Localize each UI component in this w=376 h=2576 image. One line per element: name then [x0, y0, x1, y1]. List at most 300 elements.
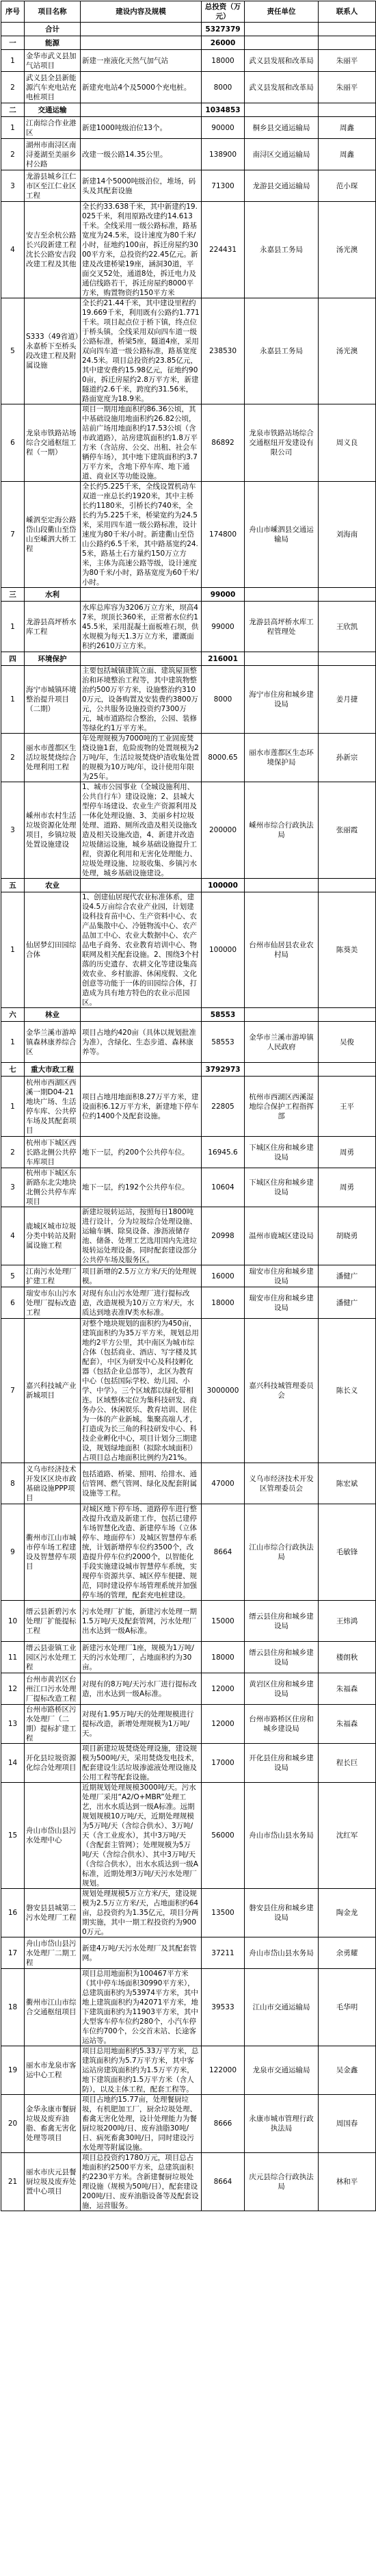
- project-org: 金华市兰溪市游埠镇人民政府: [245, 1022, 319, 1063]
- section-investment: 3792973: [202, 1063, 245, 1077]
- project-investment: 18000: [202, 1642, 245, 1673]
- project-row: [1, 666, 376, 734]
- project-no: 1: [1, 1022, 25, 1063]
- project-row: [1, 482, 376, 588]
- project-name: 义乌市经济技术开发区区块市政基础设施PPP项目: [25, 1463, 81, 1504]
- project-name: 舟山市岱山县污水处理厂二期工程: [25, 1937, 81, 1969]
- project-content: 项目新增的2.5万立方米/天的处理规模。: [81, 1265, 202, 1287]
- project-contact: 张丽霞: [319, 782, 376, 879]
- project-no: 10: [1, 1601, 25, 1642]
- project-org: 永嘉县工务局: [245, 298, 319, 404]
- project-name: 金华市武义县加气站项目: [25, 50, 81, 72]
- project-name: 江南污水处理厂扩建工程: [25, 1265, 81, 1287]
- project-investment: 56000: [202, 1783, 245, 1889]
- project-contact: 程长巨: [319, 1744, 376, 1783]
- project-investment: 174800: [202, 482, 245, 588]
- project-no: 20: [1, 2095, 25, 2153]
- project-contact: 朱丽平: [319, 72, 376, 103]
- project-row: [1, 1265, 376, 1287]
- project-contact: 周勇: [319, 1168, 376, 1207]
- project-contact: 吴金鑫: [319, 2046, 376, 2095]
- project-org: 丽水市莲都区生态环境保护局: [245, 734, 319, 782]
- project-row: [1, 1937, 376, 1969]
- section-org: [245, 588, 319, 602]
- project-name: 丽水市庆元县餐厨垃圾及废弃处置中心项目: [25, 2153, 81, 2211]
- project-org: 下城区住房和城乡建设局: [245, 1137, 319, 1168]
- project-no: 2: [1, 1137, 25, 1168]
- header-no: 序号: [1, 1, 25, 23]
- project-content: 年处理规模为7000吨的工业固废焚烧设施1套，危险废物的处置规模为2万吨/年，生活垃圾焚烧炉渣收集处置的规模为10万吨/年，设计使用年限为25年。: [81, 734, 202, 782]
- project-contact: 陈葵美: [319, 892, 376, 1008]
- project-no: 1: [1, 117, 25, 139]
- project-content: 项目总用地面积为100467平方米（其中停车场面积30990平方米），总建筑面积约为53974平方米，其中地上建筑面积约为42071平方米，地下建筑面积约为11903平方米，其中大型客车停车位约280个，小汽车停车位约700个，公交首末站、长途客运站等。: [81, 1969, 202, 2046]
- project-name: 杭州市下城区东新路东北尖地块北侧公共停车库项目: [25, 1168, 81, 1207]
- project-no: 18: [1, 1969, 25, 2046]
- project-row: [1, 602, 376, 652]
- project-no: 6: [1, 1287, 25, 1319]
- project-name: 武义县全县新能源汽车充电站充电桩项目: [25, 72, 81, 103]
- project-no: 2: [1, 139, 25, 170]
- project-no: 1: [1, 666, 25, 734]
- project-row: [1, 298, 376, 404]
- project-name: 嵊州市农村生活垃圾资源化处理项目，乡镇垃圾处置设施建设: [25, 782, 81, 879]
- project-row: [1, 2095, 376, 2153]
- project-name: 台州市黄岩区台州江口污水处理厂提标改造工程: [25, 1673, 81, 1705]
- project-no: 12: [1, 1673, 25, 1705]
- project-investment: 18000: [202, 50, 245, 72]
- project-no: 7: [1, 1319, 25, 1463]
- project-content: 改建一级公路14.35公里。: [81, 139, 202, 170]
- project-org: 台州市仙居县农业农村局: [245, 892, 319, 1008]
- project-contact: 吴俊: [319, 1022, 376, 1063]
- section-no: 七: [1, 1063, 25, 1077]
- project-name: 瑞安市东山污水处理厂提标改造工程: [25, 1287, 81, 1319]
- project-content: 项目新建垃圾焚烧处理设施，建设规模为500吨/天，采用焚烧发电技术，配套建设生活垃圾渗滤液处理设施及公用工程等配套设施。: [81, 1744, 202, 1783]
- project-name: 杭州市西湖区西溪一期D04-21地块广场、生活停车库、公共停车场及其配套项目: [25, 1077, 81, 1137]
- section-contact: [319, 588, 376, 602]
- project-investment: 8000: [202, 72, 245, 103]
- project-org: 龙游县高坪桥水库工程管理处: [245, 602, 319, 652]
- section-row: [1, 652, 376, 666]
- project-no: 1: [1, 1077, 25, 1137]
- section-contact: [319, 652, 376, 666]
- project-row: [1, 404, 376, 482]
- section-no: 五: [1, 879, 25, 892]
- project-investment: 8000: [202, 666, 245, 734]
- project-investment: 138900: [202, 139, 245, 170]
- project-investment: 99000: [202, 602, 245, 652]
- section-row: [1, 1063, 376, 1077]
- project-content: 对整个地块规划的面积约为450亩，建筑面积约为35万平方米，规划总用地约2平方公里，其中南区为城市综合体（包括商业、酒店、写字楼及其配套），中区为研发中心及科技孵化器（包括企业总部等），北区为教育中心（包括国际学校、幼儿园、小学、中学）。三个区域都以绿化带相连。区域整体定位为集科技研发、商务办公、休闲娱乐、教育培训、居住为一体的产业新城。集聚高端人才，打造成为长三角的科技研发中心、科技企业孵化中心，项目计划分三期建设，规划绿地面积（拟除水域面积）占项目总占地面积比例约为21%。: [81, 1319, 202, 1463]
- section-org: [245, 103, 319, 117]
- project-name: 仙居梦幻田园综合体: [25, 892, 81, 1008]
- project-org: 缙云县住房和城乡建设局: [245, 1601, 319, 1642]
- project-contact: 王炜鸿: [319, 1601, 376, 1642]
- project-contact: 周义良: [319, 404, 376, 482]
- header-row: [1, 1, 376, 23]
- section-org: [245, 879, 319, 892]
- project-org: 江山市综合行政执法局: [245, 1504, 319, 1601]
- section-contact: [319, 1008, 376, 1022]
- project-investment: 86892: [202, 404, 245, 482]
- header-content: 建设内容及规模: [81, 1, 202, 23]
- project-name: 杭州市下城区西长路北侧公共停车库项目: [25, 1137, 81, 1168]
- project-row: [1, 1783, 376, 1889]
- section-contact: [319, 103, 376, 117]
- project-row: [1, 1137, 376, 1168]
- project-org: 台州市路桥区住房和城乡建设局: [245, 1705, 319, 1744]
- project-name: 金华永康市餐厨垃圾及废弃油脂、畜禽无害化处理等项目: [25, 2095, 81, 2153]
- project-investment: 71300: [202, 170, 245, 202]
- project-content: 主要包括城镇建筑立面、建筑屋顶整治和环境整治工程等，其中建筑物整治约500万平方米，设施整治约3100万元，设备购置及安装费约3800万元，公共服务设施投资约7300万元，城市道路综合整治，公园、装修等绿化约1万平方米。: [81, 666, 202, 734]
- project-investment: 13500: [202, 1889, 245, 1937]
- section-row: [1, 1008, 376, 1022]
- project-no: 2: [1, 734, 25, 782]
- project-org: 瑞安市住房和城乡建设局: [245, 1265, 319, 1287]
- project-investment: 39533: [202, 1969, 245, 2046]
- project-org: 舟山市岱山县水务局: [245, 1783, 319, 1889]
- project-row: [1, 1287, 376, 1319]
- project-row: [1, 2046, 376, 2095]
- project-org: 磐安县住房和城乡建设局: [245, 1889, 319, 1937]
- project-row: [1, 1463, 376, 1504]
- project-name: 台州市路桥区污水处理厂（二期）提标扩建工程: [25, 1705, 81, 1744]
- section-content: [81, 652, 202, 666]
- project-contact: 陈宏斌: [319, 1463, 376, 1504]
- project-investment: 58553: [202, 1022, 245, 1063]
- project-org: 义乌市经济技术开发区管理委员会: [245, 1463, 319, 1504]
- section-investment: 58553: [202, 1008, 245, 1022]
- project-contact: 王平: [319, 1077, 376, 1137]
- project-row: [1, 2153, 376, 2211]
- project-content: 全长约5.225千米，全线设置机动车双道一座总长约1920米，其中主桥长约1180米，引桥长约740米，全长约为5.225千米，桥梁宽约为24.5米，采用四车道一级公路标准，设计速度为80千米/小时。新建衢山至岱山公路约6.5千米，其中路基宽约24.5米，路基土石方量约150万立方米，主体为高速公路等级，设计速度为80千米/小时，路基宽度为60千米/小时。: [81, 482, 202, 588]
- section-contact: [319, 36, 376, 50]
- project-investment: 8664: [202, 1504, 245, 1601]
- project-content: 新建4万吨/天污水处理厂及其配套管网。: [81, 1937, 202, 1969]
- project-row: [1, 170, 376, 202]
- project-investment: 238530: [202, 298, 245, 404]
- project-investment: 224431: [202, 202, 245, 298]
- project-name: 嘉兴科技城产业新城项目: [25, 1319, 81, 1463]
- project-investment: 12000: [202, 1673, 245, 1705]
- project-contact: 朱福森: [319, 1705, 376, 1744]
- project-no: 9: [1, 1504, 25, 1601]
- project-org: 武义县发展和改革局: [245, 50, 319, 72]
- project-no: 15: [1, 1783, 25, 1889]
- project-content: 1、城市公园事业（全城设施利用、公共自行车）建设设施；2、县城大型停车场建设、农业生产资源利用及一体化处理设施、3、美丽乡村垃圾处理、道路、厕所改造及相关设施改造及相关设施改造，4、新建并改造垃圾储运设施，城乡基础设施提升工程，资源化利用和无害化处理能力、垃圾处理设施、垃圾收集、乡镇污水处理，城乡基础设施建设。: [81, 782, 202, 879]
- project-row: [1, 1319, 376, 1463]
- section-name: 能源: [25, 36, 81, 50]
- project-name: 海宁市城镇环境整治提升项目（二期）: [25, 666, 81, 734]
- project-contact: 陶金龙: [319, 1889, 376, 1937]
- project-no: 8: [1, 1463, 25, 1504]
- section-no: 四: [1, 652, 25, 666]
- project-content: 对现有的8万吨/天污水厂进行提标改造，出水达到一级A标准。: [81, 1673, 202, 1705]
- project-row: [1, 1744, 376, 1783]
- project-name: S333（49省道）永嘉桥下至桥头段改建工程及附属设施: [25, 298, 81, 404]
- project-no: 16: [1, 1889, 25, 1937]
- total-org: [245, 23, 319, 36]
- project-investment: 18000: [202, 1287, 245, 1319]
- project-name: 安吉至余杭公路长兴段新建工程沈长公路安吉段改建工程及其他: [25, 202, 81, 298]
- project-no: 3: [1, 1168, 25, 1207]
- section-no: 六: [1, 1008, 25, 1022]
- project-content: 对现有东山污水处理厂进行提标改造，改造规模为10万立方米/天，水质达到地表准IV类水标准。: [81, 1287, 202, 1319]
- header-investment: 总投资（万元）: [202, 1, 245, 23]
- project-contact: 汤光澳: [319, 202, 376, 298]
- section-content: [81, 1008, 202, 1022]
- project-row: [1, 1642, 376, 1673]
- project-name: 龙游县高坪桥水库工程: [25, 602, 81, 652]
- project-name: 衢州市江山市综合交通枢纽项目: [25, 1969, 81, 2046]
- project-org: 永康市城市管理行政执法局: [245, 2095, 319, 2153]
- project-row: [1, 1673, 376, 1705]
- project-contact: 孙新宗: [319, 734, 376, 782]
- section-name: 林业: [25, 1008, 81, 1022]
- project-contact: 沈红军: [319, 1783, 376, 1889]
- project-investment: 15000: [202, 1601, 245, 1642]
- project-row: [1, 1705, 376, 1744]
- project-row: [1, 202, 376, 298]
- section-row: [1, 36, 376, 50]
- project-content: 新建垃圾转运站，按照每日1800吨进行设计，分为垃圾综合处理设施、运输车辆、除臭设备、渗沥液储存池、储备、处理工艺选用国内先进垃圾转运处理设备。同时配套建设部分公共停车场及服务区。: [81, 1207, 202, 1265]
- project-contact: 潘健广: [319, 1265, 376, 1287]
- section-content: [81, 36, 202, 50]
- project-contact: 周鑫: [319, 117, 376, 139]
- project-name: 丽水市龙泉市客运中心工程: [25, 2046, 81, 2095]
- project-row: [1, 892, 376, 1008]
- project-contact: 潘健广: [319, 1287, 376, 1319]
- section-name: 环境保护: [25, 652, 81, 666]
- project-org: 杭州市西湖区西溪湿地综合保护工程指挥部: [245, 1077, 319, 1137]
- project-no: 17: [1, 1937, 25, 1969]
- project-content: 污水处理厂扩能，新建污水处理一期1.5万吨/天及配套管网，污水处理厂出水达到一级A标准。: [81, 1601, 202, 1642]
- project-org: 龙泉市交通运输局: [245, 2046, 319, 2095]
- project-name: 金华兰溪市游埠镇森林康养综合区: [25, 1022, 81, 1063]
- project-name: 衢州市江山市城市停车场工程建设及智慧停车项目: [25, 1504, 81, 1601]
- project-contact: 朱丽平: [319, 50, 376, 72]
- project-investment: 200000: [202, 782, 245, 879]
- section-content: [81, 1063, 202, 1077]
- project-contact: 周勇: [319, 1137, 376, 1168]
- project-content: 项目占地约15.77亩，处理餐厨垃圾，有机肥加工厂，厨余垃圾处理、畜禽无害化处理，设计处理能力为餐厨垃圾200吨/日、废弃油脂30吨/日、病死畜禽30吨/日，同时建设污水处理等附属设施。: [81, 2095, 202, 2153]
- project-content: 规划处理规模5万立方米/天，建设规模为2.5万立方米/天，占地面积约64亩，总投资约为1.35亿元，项目分两期实施，其中一期工程投资约为9000万元。: [81, 1889, 202, 1937]
- table-body: [1, 23, 376, 2211]
- project-name: 鹿城区城市垃圾分类中转站及附属设施工程: [25, 1207, 81, 1265]
- project-org: 江山市交通运输局: [245, 1969, 319, 2046]
- project-content: 新建一座液化天然气加气站: [81, 50, 202, 72]
- section-name: 交通运输: [25, 103, 81, 117]
- project-investment: 17000: [202, 1744, 245, 1783]
- header-name: 项目名称: [25, 1, 81, 23]
- project-investment: 10604: [202, 1168, 245, 1207]
- project-org: 瑞安市住房和城乡建设局: [245, 1287, 319, 1319]
- project-row: [1, 1077, 376, 1137]
- project-investment: 3000000: [202, 1319, 245, 1463]
- project-contact: 林和平: [319, 2153, 376, 2211]
- project-row: [1, 1889, 376, 1937]
- project-row: [1, 1601, 376, 1642]
- project-row: [1, 782, 376, 879]
- project-no: 21: [1, 2153, 25, 2211]
- project-contact: 汤光澳: [319, 298, 376, 404]
- section-investment: 1034853: [202, 103, 245, 117]
- project-content: 项目总用地面积约5.33万平方米，总建筑面积约为5.7万平方米，其中客运站房建筑面积约为1.5万平方米，地下建筑面积约1.5万平方米（含人防），以及主体工程，配套工程等。: [81, 2046, 202, 2095]
- project-row: [1, 1969, 376, 2046]
- project-name: 丽水市莲都区生活垃圾焚烧综合处理利用工程: [25, 734, 81, 782]
- section-no: 一: [1, 36, 25, 50]
- project-row: [1, 72, 376, 103]
- project-org: 黄岩区住房和城乡建设局: [245, 1673, 319, 1705]
- project-name: 龙游县城乡江仁市区至江仁业区工程: [25, 170, 81, 202]
- project-org: 下城区住房和城乡建设局: [245, 1168, 319, 1207]
- section-row: [1, 103, 376, 117]
- project-content: 新建充电站4个及5000个充电桩。: [81, 72, 202, 103]
- project-investment: 122000: [202, 2046, 245, 2095]
- project-org: 南浔区交通运输局: [245, 139, 319, 170]
- section-contact: [319, 879, 376, 892]
- project-org: 嵊州市综合行政执法局: [245, 782, 319, 879]
- section-no: 三: [1, 588, 25, 602]
- project-no: 7: [1, 482, 25, 588]
- total-no: [1, 23, 25, 36]
- project-org: 温州市鹿城区建设局: [245, 1207, 319, 1265]
- project-no: 3: [1, 782, 25, 879]
- project-org: 庆元县综合行政执法局: [245, 2153, 319, 2211]
- project-contact: 朱福森: [319, 1673, 376, 1705]
- project-investment: 100000: [202, 892, 245, 1008]
- project-content: 新建污水处理厂1座，规模为1万吨/天的污水处理厂，占地面积约为30亩。: [81, 1642, 202, 1673]
- project-content: 近期规划处理规模3000吨/天。污水处理厂采用“A2/O+MBR”处理工艺，出水水质达到一级A标准。远期规划规模10万吨/天，近期处理规模为5万吨/天（含综合供水）、3万吨/天（含工业废水），其中3万吨/天（含配套主管网）；处理规模为5万吨/天（含综合供水）、其中3万吨/天（含综合供水），出水水质达到一级A标准，近期处理3万吨/天污水处理厂规划。: [81, 1783, 202, 1889]
- section-content: [81, 588, 202, 602]
- project-name: 龙泉市铁路站场综合交通枢纽工程（一期）: [25, 404, 81, 482]
- project-contact: 胡晓勇: [319, 1207, 376, 1265]
- project-row: [1, 734, 376, 782]
- project-no: 4: [1, 1207, 25, 1265]
- section-content: [81, 103, 202, 117]
- total-row: [1, 23, 376, 36]
- project-no: 4: [1, 202, 25, 298]
- project-row: [1, 1022, 376, 1063]
- project-contact: 刘海南: [319, 482, 376, 588]
- project-org: 永嘉县工务局: [245, 202, 319, 298]
- section-name: 重大市政工程: [25, 1063, 81, 1077]
- project-content: 新建14个5000吨级泊位，堆场，码头及其配套设施: [81, 170, 202, 202]
- section-investment: 99000: [202, 588, 245, 602]
- project-no: 11: [1, 1642, 25, 1673]
- project-org: 开化县住房和城乡建设局: [245, 1744, 319, 1783]
- project-contact: 陈长义: [319, 1319, 376, 1463]
- project-org: 舟山市岱山县水务局: [245, 1937, 319, 1969]
- project-content: 地下一层，约192个公共停车位。: [81, 1168, 202, 1207]
- header-contact: 联系人: [319, 1, 376, 23]
- project-org: 龙泉市铁路站场综合交通枢纽开发建设有限公司: [245, 404, 319, 482]
- project-org: 嘉兴科技城管理委员会: [245, 1319, 319, 1463]
- project-name: 缙云县壶镇工业园区污水处理工程: [25, 1642, 81, 1673]
- project-contact: 毛华明: [319, 1969, 376, 2046]
- project-org: 武义县发展和改革局: [245, 72, 319, 103]
- project-investment: 8000.65: [202, 734, 245, 782]
- project-row: [1, 139, 376, 170]
- project-content: 包括道路、桥梁、照明、给排水、通信管网、燃气管网、绿化及配套附属设施等工程。: [81, 1463, 202, 1504]
- project-no: 1: [1, 602, 25, 652]
- project-name: 江南综合作业港区: [25, 117, 81, 139]
- project-investment: 16945.6: [202, 1137, 245, 1168]
- section-name: 农业: [25, 879, 81, 892]
- project-content: 全长约21.44千米，其中建设里程约19.669千米，利用既有公路约1.771千米。项目起点位于桥下镇，终点位于桥头镇，全线采用双向四车道一级公路标准，桥梁5座，隧道4座，采用双向四车道一级公路标准，路基宽度24.5米。项目总投资约23.85亿元，其中建安费约15.98亿元，征地约900亩，拆迁房屋约2.8万平方米，新建隧道约2.6千米，跨度约31.56米，路面宽度为18.9米。: [81, 298, 202, 404]
- project-content: 水库总库容为3206万立方米，坝高47米，坝顶长360米，正常蓄水位约145.5米，采用混凝土面板堆石坝，供水规模为每天1.3万立方米，灌溉面积约2610万立方米。: [81, 602, 202, 652]
- project-row: [1, 1168, 376, 1207]
- project-no: 2: [1, 72, 25, 103]
- project-org: 海宁市住房和城乡建设局: [245, 666, 319, 734]
- section-org: [245, 1063, 319, 1077]
- project-contact: 毛敏锋: [319, 1504, 376, 1601]
- project-contact: 周国春: [319, 2095, 376, 2153]
- section-investment: 216001: [202, 652, 245, 666]
- section-org: [245, 652, 319, 666]
- project-contact: 姜月捷: [319, 666, 376, 734]
- project-no: 19: [1, 2046, 25, 2095]
- section-org: [245, 1008, 319, 1022]
- project-name: 缙云县新碧污水处理厂扩能提标工程: [25, 1601, 81, 1642]
- section-investment: 26000: [202, 36, 245, 50]
- project-investment: 22805: [202, 1077, 245, 1137]
- section-row: [1, 879, 376, 892]
- project-content: 项目总投资约1780万元，项目总占地面积约2500平方米，总建筑面积约2230平方米。含新建餐厨垃圾处理设施（规模为50吨/日），配套建设200吨/日、废弃油脂设备等及配套设施，运营服务。: [81, 2153, 202, 2211]
- project-name: 开化县垃圾资源化综合处理项目: [25, 1744, 81, 1783]
- project-investment: 20998: [202, 1207, 245, 1265]
- project-investment: 12000: [202, 1705, 245, 1744]
- total-contact: [319, 23, 376, 36]
- project-investment: 37211: [202, 1937, 245, 1969]
- project-content: 项目一期用地面积约86.36公顷，其中基础设施用地面积约26.82公顷，站前广场用地面积约17.53公顷（含市政道路），站房建筑面积约1.8万平方米（含站房、公交、出租、社会车辆停车场），其中地下建筑面积约3.7万平方米，含地下停车库、地下通道、商业区等功能设施。: [81, 404, 202, 482]
- total-content: [81, 23, 202, 36]
- project-investment: 8666: [202, 2095, 245, 2153]
- project-content: 对现有1.95万吨/天的处理规模进行提标改造，新增处理规模为1万吨/天。: [81, 1705, 202, 1744]
- project-content: 对城区地下停车场、道路停车进行整改提升改造及新建工作，包括已建停车场智慧化改造、新建停车场（立体停车、地面停车）及城区智慧停车系统，计划新增停车位约3500个，改造提升停车位约2000个，以智能化手段实施建设城市智慧停车系统，实现停车资源共享、城区停车便捷、规范，同时建设停车场管理系统并加强停车场的管理，配套充电桩建设。: [81, 1504, 202, 1601]
- project-contact: 范小琛: [319, 170, 376, 202]
- project-table: [1, 1, 376, 2211]
- project-investment: 47000: [202, 1463, 245, 1504]
- project-contact: 楼朗秋: [319, 1642, 376, 1673]
- section-row: [1, 588, 376, 602]
- project-row: [1, 50, 376, 72]
- section-content: [81, 879, 202, 892]
- project-contact: 余勇耀: [319, 1937, 376, 1969]
- project-name: 磐安县县城第二污水处理厂工程: [25, 1889, 81, 1937]
- project-content: 项目占地用地面积8.27万平方米，建设面积6.12万平方米，新建地下停车位约1400个及配套设施。: [81, 1077, 202, 1137]
- project-contact: 周鑫: [319, 139, 376, 170]
- project-investment: 90000: [202, 117, 245, 139]
- project-org: 桐乡县交通运输局: [245, 117, 319, 139]
- project-content: 地下一层，约200个公共停车位。: [81, 1137, 202, 1168]
- project-no: 5: [1, 1265, 25, 1287]
- total-investment: 5327379: [202, 23, 245, 36]
- section-contact: [319, 1063, 376, 1077]
- project-investment: 16000: [202, 1265, 245, 1287]
- project-content: 1、创建仙居现代农业标准体系，建设4.5万亩综合农业产业园，计划建设科技育苗中心、生产资料中心、农产品集散中心、冷链物流中心、农产品加工中心、农业大数据中心、农产品电子商务、农业教育培训中心、物联网及相关配套设施。2、围绕3个村落的历史遗存、农耕文化等建设集高效农业、乡村旅游、休闲度假、文化创意等功能于一体的田园综合体，打造成为具有地方特色的农业示范园区。: [81, 892, 202, 1008]
- project-org: 舟山市嵊泗县交通运输局: [245, 482, 319, 588]
- section-no: 二: [1, 103, 25, 117]
- project-content: 全长约33.638千米，其中新建约19.025千米，利用原路改建约14.613千米。全线采用一级公路标准，路基宽度为24.5米，设计速度为80千米/小时，征地约100亩，拆迁房屋约3000平方米，总投资约22.45亿元。新建及改建桥梁19座，涵洞30道，平面交叉52处，通道8处，拆迁电力及通信线路若干，拆迁房屋约8000平方米，购置物资约150平方米: [81, 202, 202, 298]
- section-org: [245, 36, 319, 50]
- project-name: 湖州市南浔区南浔菱湖至美丽乡村公路: [25, 139, 81, 170]
- project-name: 舟山市岱山县污水处理中心: [25, 1783, 81, 1889]
- total-label: 合计: [25, 23, 81, 36]
- project-no: 14: [1, 1744, 25, 1783]
- project-org: 缙云县住房和城乡建设局: [245, 1642, 319, 1673]
- project-name: 嵊泗至定海公路岱山段衢山至岱山至嵊泗大桥工程: [25, 482, 81, 588]
